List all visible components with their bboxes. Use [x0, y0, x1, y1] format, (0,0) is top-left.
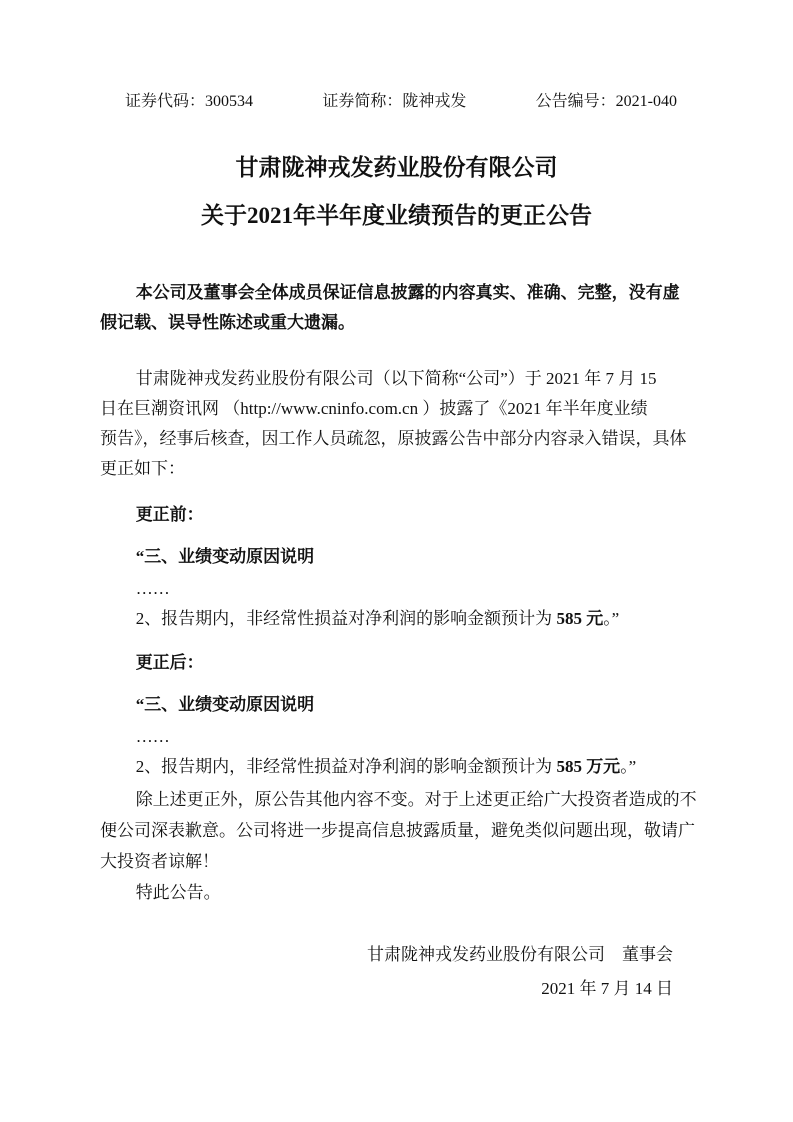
intro-paragraph	[100, 364, 700, 484]
before-quote-heading: “三、业绩变动原因说明	[135, 547, 315, 566]
intro-line: 更正如下：	[100, 459, 185, 478]
closing-line: 便公司深表歉意。公司将进一步提高信息披露质量，避免类似问题出现，敬请广	[100, 821, 695, 840]
before-correction-heading: 更正前：	[135, 505, 204, 524]
document-body	[100, 278, 700, 908]
after-item-suffix: 。”	[620, 757, 637, 776]
after-ellipsis: ……	[135, 727, 170, 746]
signature-company: 甘肃陇神戎发药业股份有限公司 董事会	[367, 945, 673, 964]
after-item-amount: 585 万元	[556, 757, 621, 776]
board-guarantee-notice	[100, 278, 700, 338]
after-item-text: 2、报告期内，非经常性损益对净利润的影响金额预计为	[135, 757, 557, 776]
intro-line: 日在巨潮资讯网 （http://www.cninfo.com.cn ）披露了《2021 年半年度业绩	[100, 399, 648, 418]
page-title-line1: 甘肃陇神戎发药业股份有限公司	[235, 155, 558, 180]
stock-name-label: 证券简称：陇神戎发	[322, 93, 467, 110]
before-item-text: 2、报告期内，非经常性损益对净利润的影响金额预计为	[135, 609, 557, 628]
before-ellipsis: ……	[135, 579, 170, 598]
closing-paragraph	[100, 784, 700, 908]
notice-line: 本公司及董事会全体成员保证信息披露的内容真实、准确、完整，没有虚	[135, 283, 680, 302]
hereby-announced-line: 特此公告。	[135, 883, 221, 902]
after-correction-heading: 更正后：	[135, 653, 204, 672]
closing-line: 大投资者谅解！	[100, 852, 219, 871]
signature-date: 2021 年 7 月 14 日	[541, 979, 673, 998]
document-header-row	[125, 92, 677, 112]
intro-line: 甘肃陇神戎发药业股份有限公司（以下简称“公司”）于 2021 年 7 月 15	[135, 369, 657, 388]
notice-line: 假记载、误导性陈述或重大遗漏。	[100, 313, 355, 332]
before-item-suffix: 。”	[603, 609, 620, 628]
page-title-line2: 关于2021年半年度业绩预告的更正公告	[201, 203, 592, 228]
after-item-line	[100, 752, 700, 782]
announcement-number-label: 公告编号：2021-040	[535, 93, 677, 110]
after-quote-heading: “三、业绩变动原因说明	[135, 695, 315, 714]
page-title	[0, 144, 793, 240]
before-item-amount: 585 元	[556, 609, 604, 628]
closing-line: 除上述更正外，原公告其他内容不变。对于上述更正给广大投资者造成的不	[135, 790, 697, 809]
intro-line: 预告》，经事后核查，因工作人员疏忽，原披露公告中部分内容录入错误，具体	[100, 429, 687, 448]
signature-block	[0, 938, 793, 1006]
stock-code-label: 证券代码：300534	[125, 93, 254, 110]
before-item-line	[100, 604, 700, 634]
